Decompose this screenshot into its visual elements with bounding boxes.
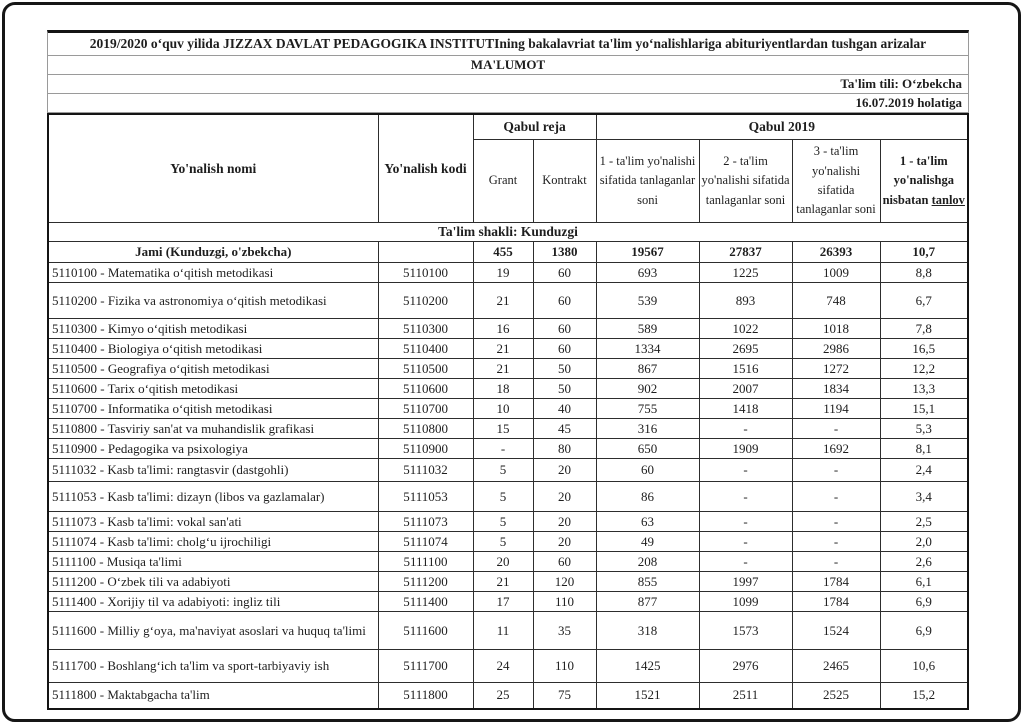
cell-first-choice: 1521 bbox=[596, 683, 699, 709]
cell-name: 5111053 - Kasb ta'limi: dizayn (libos va gazlamalar) bbox=[48, 482, 378, 512]
cell-tanlov: 16,5 bbox=[880, 339, 968, 359]
header-kontrakt: Kontrakt bbox=[533, 140, 596, 223]
cell-tanlov: 6,1 bbox=[880, 572, 968, 592]
cell-code: 5110100 bbox=[378, 263, 473, 283]
total-code bbox=[378, 242, 473, 263]
cell-grant: 20 bbox=[473, 552, 533, 572]
cell-tanlov: 2,6 bbox=[880, 552, 968, 572]
header-group-qabul-reja: Qabul reja bbox=[473, 114, 596, 140]
cell-third-choice: 1692 bbox=[792, 439, 880, 459]
cell-code: 5110600 bbox=[378, 379, 473, 399]
cell-name: 5110600 - Tarix o‘qitish metodikasi bbox=[48, 379, 378, 399]
cell-code: 5110900 bbox=[378, 439, 473, 459]
cell-grant: 5 bbox=[473, 459, 533, 482]
cell-third-choice: 1834 bbox=[792, 379, 880, 399]
cell-second-choice: 1909 bbox=[699, 439, 792, 459]
cell-second-choice: 1516 bbox=[699, 359, 792, 379]
cell-tanlov: 8,8 bbox=[880, 263, 968, 283]
cell-first-choice: 650 bbox=[596, 439, 699, 459]
table-row bbox=[48, 512, 968, 532]
table-row bbox=[48, 419, 968, 439]
document-title: 2019/2020 o‘quv yilida JIZZAX DAVLAT PEDAGOGIKA INSTITUTIning bakalavriat ta'lim yo‘nalishlariga abituriyentlardan tushgan arizalar bbox=[48, 33, 968, 56]
cell-grant: 16 bbox=[473, 319, 533, 339]
document-content bbox=[47, 30, 969, 710]
cell-first-choice: 86 bbox=[596, 482, 699, 512]
cell-code: 5111700 bbox=[378, 650, 473, 683]
cell-name: 5111600 - Milliy g‘oya, ma'naviyat asoslari va huquq ta'limi bbox=[48, 612, 378, 650]
cell-kontrakt: 20 bbox=[533, 512, 596, 532]
cell-name: 5111400 - Xorijiy til va adabiyoti: ingliz tili bbox=[48, 592, 378, 612]
cell-first-choice: 902 bbox=[596, 379, 699, 399]
cell-third-choice: 1784 bbox=[792, 572, 880, 592]
cell-name: 5110800 - Tasviriy san'at va muhandislik grafikasi bbox=[48, 419, 378, 439]
cell-kontrakt: 75 bbox=[533, 683, 596, 709]
cell-code: 5110500 bbox=[378, 359, 473, 379]
cell-grant: 11 bbox=[473, 612, 533, 650]
cell-kontrakt: 60 bbox=[533, 263, 596, 283]
cell-third-choice: - bbox=[792, 459, 880, 482]
cell-tanlov: 2,5 bbox=[880, 512, 968, 532]
cell-name: 5111073 - Kasb ta'limi: vokal san'ati bbox=[48, 512, 378, 532]
cell-code: 5111800 bbox=[378, 683, 473, 709]
cell-grant: 19 bbox=[473, 263, 533, 283]
table-row bbox=[48, 379, 968, 399]
total-tanlov: 10,7 bbox=[880, 242, 968, 263]
cell-code: 5110300 bbox=[378, 319, 473, 339]
cell-second-choice: 893 bbox=[699, 283, 792, 319]
cell-kontrakt: 110 bbox=[533, 592, 596, 612]
cell-second-choice: 1022 bbox=[699, 319, 792, 339]
cell-first-choice: 1425 bbox=[596, 650, 699, 683]
section-row bbox=[48, 223, 968, 242]
cell-first-choice: 855 bbox=[596, 572, 699, 592]
cell-first-choice: 877 bbox=[596, 592, 699, 612]
cell-name: 5111200 - O‘zbek tili va adabiyoti bbox=[48, 572, 378, 592]
admissions-table bbox=[47, 113, 969, 710]
cell-third-choice: - bbox=[792, 532, 880, 552]
cell-code: 5111100 bbox=[378, 552, 473, 572]
section-label: Ta'lim shakli: Kunduzgi bbox=[48, 223, 968, 242]
cell-code: 5111073 bbox=[378, 512, 473, 532]
cell-grant: 21 bbox=[473, 283, 533, 319]
cell-second-choice: 1225 bbox=[699, 263, 792, 283]
cell-grant: 21 bbox=[473, 339, 533, 359]
cell-grant: 25 bbox=[473, 683, 533, 709]
cell-grant: 21 bbox=[473, 359, 533, 379]
cell-kontrakt: 20 bbox=[533, 482, 596, 512]
cell-grant: 5 bbox=[473, 532, 533, 552]
cell-third-choice: 1784 bbox=[792, 592, 880, 612]
cell-kontrakt: 60 bbox=[533, 283, 596, 319]
cell-code: 5110700 bbox=[378, 399, 473, 419]
total-second-choice: 27837 bbox=[699, 242, 792, 263]
cell-grant: 18 bbox=[473, 379, 533, 399]
table-row bbox=[48, 319, 968, 339]
cell-name: 5110100 - Matematika o‘qitish metodikasi bbox=[48, 263, 378, 283]
cell-third-choice: 1018 bbox=[792, 319, 880, 339]
cell-first-choice: 318 bbox=[596, 612, 699, 650]
cell-grant: 10 bbox=[473, 399, 533, 419]
cell-second-choice: 1418 bbox=[699, 399, 792, 419]
cell-third-choice: 2465 bbox=[792, 650, 880, 683]
cell-name: 5110900 - Pedagogika va psixologiya bbox=[48, 439, 378, 459]
cell-tanlov: 15,1 bbox=[880, 399, 968, 419]
cell-tanlov: 15,2 bbox=[880, 683, 968, 709]
cell-first-choice: 539 bbox=[596, 283, 699, 319]
table-row bbox=[48, 283, 968, 319]
table-row bbox=[48, 592, 968, 612]
cell-kontrakt: 20 bbox=[533, 532, 596, 552]
cell-third-choice: 1524 bbox=[792, 612, 880, 650]
cell-code: 5111400 bbox=[378, 592, 473, 612]
cell-kontrakt: 60 bbox=[533, 319, 596, 339]
cell-third-choice: - bbox=[792, 512, 880, 532]
cell-name: 5111032 - Kasb ta'limi: rangtasvir (dastgohli) bbox=[48, 459, 378, 482]
table-row bbox=[48, 359, 968, 379]
table-row bbox=[48, 572, 968, 592]
cell-second-choice: - bbox=[699, 419, 792, 439]
cell-second-choice: - bbox=[699, 512, 792, 532]
table-row bbox=[48, 650, 968, 683]
cell-tanlov: 10,6 bbox=[880, 650, 968, 683]
header-tanlov bbox=[880, 140, 968, 223]
cell-tanlov: 6,7 bbox=[880, 283, 968, 319]
cell-first-choice: 755 bbox=[596, 399, 699, 419]
cell-kontrakt: 110 bbox=[533, 650, 596, 683]
cell-kontrakt: 20 bbox=[533, 459, 596, 482]
cell-second-choice: 2511 bbox=[699, 683, 792, 709]
cell-third-choice: - bbox=[792, 482, 880, 512]
cell-name: 5111700 - Boshlang‘ich ta'lim va sport-tarbiyaviy ish bbox=[48, 650, 378, 683]
header-tanlov-prefix: 1 - ta'lim yo'nalishga nisbatan bbox=[882, 153, 954, 207]
cell-kontrakt: 60 bbox=[533, 339, 596, 359]
cell-third-choice: - bbox=[792, 419, 880, 439]
cell-grant: - bbox=[473, 439, 533, 459]
cell-second-choice: 2007 bbox=[699, 379, 792, 399]
cell-name: 5111074 - Kasb ta'limi: cholg‘u ijrochiligi bbox=[48, 532, 378, 552]
table-row bbox=[48, 612, 968, 650]
cell-first-choice: 63 bbox=[596, 512, 699, 532]
header-third-choice: 3 - ta'lim yo'nalishi sifatida tanlaganlar soni bbox=[792, 140, 880, 223]
cell-third-choice: 1194 bbox=[792, 399, 880, 419]
cell-tanlov: 7,8 bbox=[880, 319, 968, 339]
cell-grant: 21 bbox=[473, 572, 533, 592]
title-block bbox=[47, 30, 969, 113]
date-line: 16.07.2019 holatiga bbox=[48, 94, 968, 113]
cell-grant: 5 bbox=[473, 482, 533, 512]
cell-tanlov: 5,3 bbox=[880, 419, 968, 439]
table-row bbox=[48, 339, 968, 359]
cell-kontrakt: 35 bbox=[533, 612, 596, 650]
table-row bbox=[48, 439, 968, 459]
cell-second-choice: - bbox=[699, 552, 792, 572]
cell-kontrakt: 45 bbox=[533, 419, 596, 439]
cell-kontrakt: 120 bbox=[533, 572, 596, 592]
cell-third-choice: 748 bbox=[792, 283, 880, 319]
cell-kontrakt: 60 bbox=[533, 552, 596, 572]
cell-first-choice: 49 bbox=[596, 532, 699, 552]
cell-tanlov: 12,2 bbox=[880, 359, 968, 379]
cell-tanlov: 6,9 bbox=[880, 612, 968, 650]
cell-kontrakt: 50 bbox=[533, 359, 596, 379]
header-direction-code: Yo'nalish kodi bbox=[378, 114, 473, 223]
header-second-choice: 2 - ta'lim yo'nalishi sifatida tanlaganlar soni bbox=[699, 140, 792, 223]
cell-grant: 17 bbox=[473, 592, 533, 612]
cell-kontrakt: 40 bbox=[533, 399, 596, 419]
header-group-qabul-2019: Qabul 2019 bbox=[596, 114, 968, 140]
cell-code: 5110400 bbox=[378, 339, 473, 359]
cell-grant: 15 bbox=[473, 419, 533, 439]
cell-second-choice: 1573 bbox=[699, 612, 792, 650]
cell-code: 5111074 bbox=[378, 532, 473, 552]
cell-code: 5111600 bbox=[378, 612, 473, 650]
cell-second-choice: 1997 bbox=[699, 572, 792, 592]
cell-name: 5110300 - Kimyo o‘qitish metodikasi bbox=[48, 319, 378, 339]
cell-third-choice: - bbox=[792, 552, 880, 572]
cell-code: 5110800 bbox=[378, 419, 473, 439]
header-first-choice: 1 - ta'lim yo'nalishi sifatida tanlaganlar soni bbox=[596, 140, 699, 223]
table-row bbox=[48, 482, 968, 512]
cell-third-choice: 1272 bbox=[792, 359, 880, 379]
table-row bbox=[48, 263, 968, 283]
header-tanlov-word: tanlov bbox=[931, 192, 965, 207]
cell-code: 5111032 bbox=[378, 459, 473, 482]
cell-second-choice: - bbox=[699, 482, 792, 512]
cell-second-choice: 2976 bbox=[699, 650, 792, 683]
cell-name: 5110500 - Geografiya o‘qitish metodikasi bbox=[48, 359, 378, 379]
total-first-choice: 19567 bbox=[596, 242, 699, 263]
cell-name: 5111100 - Musiqa ta'limi bbox=[48, 552, 378, 572]
cell-tanlov: 2,4 bbox=[880, 459, 968, 482]
table-row bbox=[48, 399, 968, 419]
cell-kontrakt: 80 bbox=[533, 439, 596, 459]
cell-tanlov: 3,4 bbox=[880, 482, 968, 512]
cell-third-choice: 2525 bbox=[792, 683, 880, 709]
cell-code: 5111200 bbox=[378, 572, 473, 592]
cell-name: 5111800 - Maktabgacha ta'lim bbox=[48, 683, 378, 709]
cell-grant: 5 bbox=[473, 512, 533, 532]
cell-first-choice: 316 bbox=[596, 419, 699, 439]
cell-code: 5110200 bbox=[378, 283, 473, 319]
cell-first-choice: 867 bbox=[596, 359, 699, 379]
total-third-choice: 26393 bbox=[792, 242, 880, 263]
header-direction-name: Yo'nalish nomi bbox=[48, 114, 378, 223]
total-grant: 455 bbox=[473, 242, 533, 263]
cell-second-choice: - bbox=[699, 532, 792, 552]
table-row bbox=[48, 552, 968, 572]
cell-code: 5111053 bbox=[378, 482, 473, 512]
cell-third-choice: 2986 bbox=[792, 339, 880, 359]
cell-tanlov: 2,0 bbox=[880, 532, 968, 552]
cell-first-choice: 1334 bbox=[596, 339, 699, 359]
document-subtitle: MA'LUMOT bbox=[48, 56, 968, 75]
cell-first-choice: 589 bbox=[596, 319, 699, 339]
cell-grant: 24 bbox=[473, 650, 533, 683]
cell-second-choice: 2695 bbox=[699, 339, 792, 359]
total-name: Jami (Kunduzgi, o'zbekcha) bbox=[48, 242, 378, 263]
header-grant: Grant bbox=[473, 140, 533, 223]
header-group-row bbox=[48, 114, 968, 140]
table-body bbox=[48, 223, 968, 709]
cell-tanlov: 8,1 bbox=[880, 439, 968, 459]
table-row bbox=[48, 683, 968, 709]
cell-kontrakt: 50 bbox=[533, 379, 596, 399]
language-line: Ta'lim tili: O‘zbekcha bbox=[48, 75, 968, 94]
cell-first-choice: 208 bbox=[596, 552, 699, 572]
table-row bbox=[48, 459, 968, 482]
cell-second-choice: 1099 bbox=[699, 592, 792, 612]
cell-third-choice: 1009 bbox=[792, 263, 880, 283]
total-kontrakt: 1380 bbox=[533, 242, 596, 263]
cell-tanlov: 6,9 bbox=[880, 592, 968, 612]
cell-first-choice: 60 bbox=[596, 459, 699, 482]
cell-name: 5110400 - Biologiya o‘qitish metodikasi bbox=[48, 339, 378, 359]
cell-second-choice: - bbox=[699, 459, 792, 482]
total-row bbox=[48, 242, 968, 263]
cell-first-choice: 693 bbox=[596, 263, 699, 283]
table-row bbox=[48, 532, 968, 552]
cell-name: 5110700 - Informatika o‘qitish metodikasi bbox=[48, 399, 378, 419]
cell-tanlov: 13,3 bbox=[880, 379, 968, 399]
cell-name: 5110200 - Fizika va astronomiya o‘qitish metodikasi bbox=[48, 283, 378, 319]
